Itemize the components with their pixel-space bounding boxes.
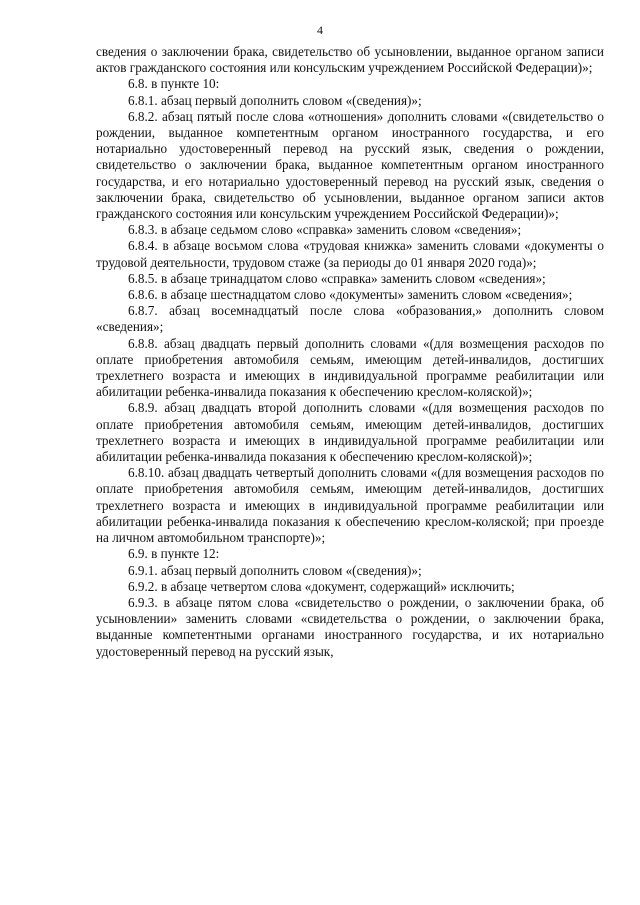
paragraph-6-8-1: 6.8.1. абзац первый дополнить словом «(сведения)»; [128,92,422,108]
page-number: 4 [317,23,323,37]
paragraph-6-9: 6.9. в пункте 12: [128,546,220,562]
paragraph-6-9-2: 6.9.2. в абзаце четвертом слова «документ, содержащий» исключить; [128,578,515,594]
paragraph-6-8: 6.8. в пункте 10: [128,76,220,92]
paragraph-6-8-6: 6.8.6. в абзаце шестнадцатом слово «документы» заменить словом «сведения»; [128,287,573,303]
paragraph-6-8-4: 6.8.4. в абзаце восьмом слова «трудовая книжка» заменить словами «документы о трудовой деятельности, трудовом стаже (за периоды до 01 января 2020 года)»; [96,238,604,270]
paragraph-continuation: сведения о заключении брака, свидетельство об усыновлении, выданное органом записи актов гражданского состояния или консульским учреждением Российской Федерации)»; [96,44,604,76]
paragraph-6-8-5: 6.8.5. в абзаце тринадцатом слово «справка» заменить словом «сведения»; [128,270,546,286]
paragraph-6-8-2: 6.8.2. абзац пятый после слова «отношения» дополнить словами «(свидетельство о рождении, выданное компетентным органом иностранного государства, и его нотариально удостоверенный перевод на русский язык, сведения о рождении, свидетельство о заключении брака, выданное компетентным органом иностранного государства, и его нотариально удостоверенный перевод на русский язык, сведения о заключении брака, свидетельство об усыновлении, выданное органом записи актов гражданского состояния или консульским учреждением Российской Федерации)»; [96,108,604,222]
paragraph-6-8-3: 6.8.3. в абзаце седьмом слово «справка» заменить словом «сведения»; [128,222,522,238]
paragraph-6-8-7: 6.8.7. абзац восемнадцатый после слова «образования,» дополнить словом «сведения»; [96,303,604,335]
paragraph-6-8-9: 6.8.9. абзац двадцать второй дополнить словами «(для возмещения расходов по оплате приобретения автомобиля семьям, имеющим детей-инвалидов, достигших трехлетнего возраста и имеющих в индивидуальной программе реабилитации или абилитации ребенка-инвалида показания к обеспечению креслом-коляской)»; [96,400,604,465]
paragraph-6-8-10: 6.8.10. абзац двадцать четвертый дополнить словами «(для возмещения расходов по оплате приобретения автомобиля семьям, имеющим детей-инвалидов, достигших трехлетнего возраста и имеющих в индивидуальной программе реабилитации или абилитации ребенка-инвалида показания к обеспечению креслом-коляской; при проезде на личном автомобильном транспорте)»; [96,465,604,546]
paragraph-6-9-3: 6.9.3. в абзаце пятом слова «свидетельство о рождении, о заключении брака, об усыновлении» заменить словами «свидетельства о рождении, о заключении брака, выданные компетентными органами иностранного государства, и их нотариально удостоверенный перевод на русский язык, [96,594,604,659]
document-body [96,44,604,660]
paragraph-6-9-1: 6.9.1. абзац первый дополнить словом «(сведения)»; [128,562,422,578]
paragraph-6-8-8: 6.8.8. абзац двадцать первый дополнить словами «(для возмещения расходов по оплате приобретения автомобиля семьям, имеющим детей-инвалидов, достигших трехлетнего возраста и имеющих в индивидуальной программе реабилитации или абилитации ребенка-инвалида показания к обеспечению креслом-коляской)»; [96,335,604,400]
